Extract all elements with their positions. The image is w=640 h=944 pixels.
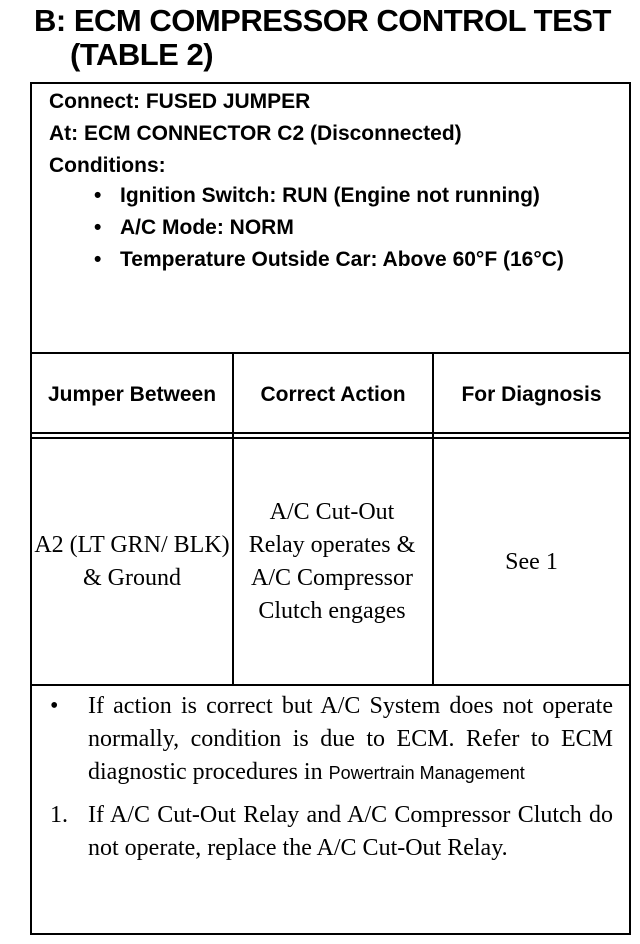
test-table: [30, 82, 631, 935]
divider: [32, 684, 629, 686]
note-item: [32, 799, 629, 865]
title-line-2: (TABLE 2): [70, 37, 214, 72]
at-line: At: ECM CONNECTOR C2 (Disconnected): [49, 122, 462, 145]
condition-item: [32, 212, 600, 244]
conditions-section: [32, 84, 629, 354]
condition-item: [32, 180, 600, 212]
column-divider: [232, 354, 234, 684]
bullet-icon: •: [94, 216, 102, 239]
connect-line: Connect: FUSED JUMPER: [49, 90, 311, 113]
divider: [32, 352, 629, 354]
notes-section: [32, 690, 629, 865]
note-item: [32, 690, 629, 790]
header-correct-action: Correct Action: [260, 382, 406, 406]
condition-item: [32, 244, 600, 276]
note-text: If A/C Cut-Out Relay and A/C Compressor Clutch do not operate, replace the A/C Cut-Out Relay.: [88, 802, 613, 861]
condition-text: Temperature Outside Car: Above 60°F (16°C): [120, 248, 564, 271]
bullet-icon: •: [50, 693, 59, 719]
header-jumper-between: Jumper Between: [47, 382, 217, 406]
conditions-list: [32, 180, 600, 276]
divider: [32, 432, 629, 434]
bullet-icon: •: [94, 248, 102, 271]
cell-for-diagnosis: See 1: [505, 548, 558, 575]
cell-jumper-between: A2 (LT GRN/ BLK) & Ground: [34, 532, 230, 591]
page-title: [34, 4, 634, 72]
note-number: 1.: [50, 802, 68, 828]
condition-text: Ignition Switch: RUN (Engine not running): [120, 184, 540, 207]
cell-correct-action: A/C Cut-Out Relay operates & A/C Compressor Clutch engages: [248, 499, 416, 624]
condition-text: A/C Mode: NORM: [120, 216, 294, 239]
note-text: If action is correct but A/C System does not operate normally, condition is due to ECM. Refer to ECM diagnostic procedures in: [88, 693, 613, 785]
note-reference: Powertrain Management: [328, 763, 525, 783]
divider: [32, 437, 629, 439]
conditions-label: Conditions:: [49, 154, 166, 177]
header-for-diagnosis: For Diagnosis: [461, 382, 602, 406]
bullet-icon: •: [94, 184, 102, 207]
title-line-1: B: ECM COMPRESSOR CONTROL TEST: [34, 3, 611, 38]
